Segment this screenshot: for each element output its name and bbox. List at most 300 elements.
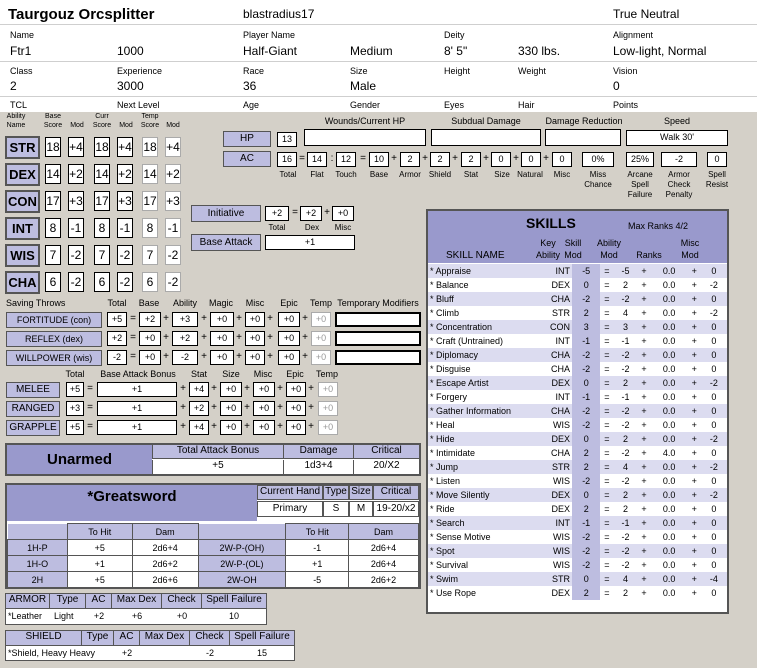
- size-value: Medium: [350, 44, 393, 58]
- skill-mod: 2: [572, 502, 600, 516]
- skill-row[interactable]: * Craft (Untrained) INT -1 = -1 + 0.0 + 0: [428, 334, 727, 348]
- ac-stat[interactable]: 2: [461, 152, 481, 167]
- ac-size[interactable]: 0: [491, 152, 511, 167]
- weapon-h-size: Size: [349, 485, 373, 500]
- label-player: Player Name: [243, 30, 296, 40]
- attack-misc[interactable]: +0: [253, 401, 275, 416]
- ac-total[interactable]: 16: [277, 152, 297, 167]
- skill-ranks[interactable]: 4.0: [662, 448, 676, 458]
- curr-score[interactable]: 17: [94, 191, 110, 211]
- skill-mod: 0: [572, 488, 600, 502]
- skill-row[interactable]: * Search INT -1 = -1 + 0.0 + 0: [428, 516, 727, 530]
- skill-row[interactable]: * Heal WIS -2 = -2 + 0.0 + 0: [428, 418, 727, 432]
- skills-panel: [426, 209, 729, 614]
- save-misc[interactable]: +0: [245, 350, 265, 365]
- skill-ranks[interactable]: 0.0: [662, 392, 676, 402]
- save-epic[interactable]: +0: [278, 331, 300, 346]
- skill-mod: -2: [572, 348, 600, 362]
- skill-mod: -2: [572, 404, 600, 418]
- weapon-row: [8, 556, 419, 572]
- base-score[interactable]: 6: [45, 272, 61, 292]
- temp-score[interactable]: 8: [142, 218, 158, 238]
- skill-ranks[interactable]: 0.0: [662, 504, 676, 514]
- base-score[interactable]: 14: [45, 164, 61, 184]
- attack-name[interactable]: GRAPPLE: [6, 420, 60, 436]
- skill-ability-mod: 2: [622, 490, 628, 500]
- attack-temp[interactable]: +0: [318, 401, 338, 416]
- attack-total: +5: [66, 382, 84, 397]
- base-attack-value[interactable]: +1: [265, 235, 355, 250]
- skill-row[interactable]: * Climb STR 2 = 4 + 0.0 + -2: [428, 306, 727, 320]
- skill-key: WIS: [553, 560, 571, 570]
- skill-key: INT: [555, 392, 571, 402]
- skill-ranks[interactable]: 0.0: [662, 308, 676, 318]
- save-base[interactable]: +2: [139, 312, 161, 327]
- skill-ability-mod: -2: [621, 294, 630, 304]
- skill-ability-mod: -1: [621, 392, 630, 402]
- height-value: 8' 5": [444, 44, 468, 58]
- label-eyes: Eyes: [444, 100, 465, 110]
- skill-name: * Swim: [430, 574, 459, 584]
- skill-mod: -5: [572, 264, 600, 278]
- skill-name: * Balance: [430, 280, 469, 290]
- wpn-mode-b: 2W-P-(OL): [198, 556, 286, 572]
- init-lbl-dex: Dex: [304, 223, 320, 232]
- skill-row[interactable]: * Hide DEX 0 = 2 + 0.0 + -2: [428, 432, 727, 446]
- skill-ability-mod: -5: [621, 266, 630, 276]
- skill-key: CHA: [551, 406, 571, 416]
- skill-row[interactable]: * Spot WIS -2 = -2 + 0.0 + 0: [428, 544, 727, 558]
- skill-row[interactable]: * Survival WIS -2 = -2 + 0.0 + 0: [428, 558, 727, 572]
- ac-lbl-miss: Miss Chance: [584, 170, 612, 189]
- attack-name[interactable]: RANGED: [6, 401, 60, 417]
- skill-name: * Bluff: [430, 294, 454, 304]
- skill-ranks[interactable]: 0.0: [662, 546, 676, 556]
- skill-misc: 0: [711, 532, 717, 542]
- temp-mod: +4: [165, 137, 181, 157]
- base-score[interactable]: 8: [45, 218, 61, 238]
- skills-table: [428, 264, 727, 600]
- skill-row[interactable]: * Use Rope DEX 2 = 2 + 0.0 + 0: [428, 586, 727, 600]
- skill-ranks[interactable]: 0.0: [662, 518, 676, 528]
- initiative-dex[interactable]: +2: [300, 206, 322, 221]
- skills-h-key: Key Ability: [535, 238, 560, 260]
- wpn-tohit-b: -1: [286, 540, 349, 556]
- save-base[interactable]: +0: [139, 331, 161, 346]
- subdual-input[interactable]: [431, 129, 541, 146]
- attack-stat[interactable]: +4: [189, 382, 209, 397]
- skill-key: WIS: [553, 476, 571, 486]
- arcane-failure[interactable]: 25%: [626, 152, 654, 167]
- spell-resist[interactable]: 0: [707, 152, 727, 167]
- label-height: Height: [444, 66, 471, 76]
- subdual-label: Subdual Damage: [451, 116, 521, 126]
- armor-h-maxdex: Max Dex: [112, 594, 162, 609]
- skill-row[interactable]: * Forgery INT -1 = -1 + 0.0 + 0: [428, 390, 727, 404]
- label-alignment: Alignment: [613, 30, 654, 40]
- shield-h-maxdex: Max Dex: [140, 631, 190, 646]
- skill-name: * Disguise: [430, 364, 471, 374]
- unarmed-dmg: 1d3+4: [283, 460, 353, 474]
- skill-row[interactable]: * Gather Information CHA -2 = -2 + 0.0 + 0: [428, 404, 727, 418]
- save-temp[interactable]: +0: [311, 312, 331, 327]
- skill-ability-mod: 4: [622, 462, 628, 472]
- shield-h-sf: Spell Failure: [230, 631, 294, 646]
- skill-ability-mod: 3: [622, 322, 628, 332]
- class-number: 2: [10, 79, 17, 93]
- attack-misc[interactable]: +0: [253, 382, 275, 397]
- attack-temp[interactable]: +0: [318, 382, 338, 397]
- attack-epic[interactable]: +0: [286, 420, 306, 435]
- unarmed-panel: [5, 443, 421, 476]
- skill-ranks[interactable]: 0.0: [662, 294, 676, 304]
- label-weight: Weight: [518, 66, 546, 76]
- curr-score[interactable]: 6: [94, 272, 110, 292]
- skill-name: * Forgery: [430, 392, 468, 402]
- attack-misc[interactable]: +0: [253, 420, 275, 435]
- skill-misc: 0: [711, 336, 717, 346]
- miss-chance[interactable]: 0%: [582, 152, 614, 167]
- skill-mod: 0: [572, 432, 600, 446]
- saves-title: Saving Throws: [6, 298, 66, 308]
- wpn-mode-b: 2W-OH: [198, 572, 286, 588]
- skill-misc: 0: [711, 588, 717, 598]
- ac-base[interactable]: 10: [369, 152, 389, 167]
- skill-row[interactable]: * Bluff CHA -2 = -2 + 0.0 + 0: [428, 292, 727, 306]
- curr-score[interactable]: 18: [94, 137, 110, 157]
- skill-name: * Use Rope: [430, 588, 477, 598]
- base-score[interactable]: 17: [45, 191, 61, 211]
- base-score[interactable]: 7: [45, 245, 61, 265]
- wpn-dam-a: 2d6+4: [132, 540, 198, 556]
- weapon-name: *Greatsword: [7, 485, 257, 521]
- label-age: Age: [243, 100, 260, 110]
- skill-name: * Spot: [430, 546, 455, 556]
- save-misc[interactable]: +0: [245, 331, 265, 346]
- shield-panel: [5, 630, 295, 661]
- attack-total: +3: [66, 401, 84, 416]
- label-class: Class: [10, 66, 33, 76]
- skill-ranks[interactable]: 0.0: [662, 476, 676, 486]
- skill-row[interactable]: * Swim STR 0 = 4 + 0.0 + -4: [428, 572, 727, 586]
- ac-lbl-touch: Touch: [335, 170, 357, 179]
- armor-maxdex: +6: [131, 611, 143, 621]
- weapon-h-type: Type: [323, 485, 349, 500]
- skill-row[interactable]: * Listen WIS -2 = -2 + 0.0 + 0: [428, 474, 727, 488]
- curr-mod: +2: [117, 164, 133, 184]
- save-total: +5: [107, 312, 127, 327]
- weapon-h-crit: Critical: [373, 485, 419, 500]
- ac-lbl-misc: Misc: [553, 170, 571, 179]
- wpn-tohit-a: +5: [67, 572, 132, 588]
- skill-ability-mod: 2: [622, 280, 628, 290]
- attack-size[interactable]: +0: [220, 420, 242, 435]
- save-h-magic: Magic: [208, 298, 233, 308]
- skill-ability-mod: -2: [621, 448, 630, 458]
- curr-mod: +3: [117, 191, 133, 211]
- wpn-dam-a: 2d6+6: [132, 572, 198, 588]
- ac-lbl-natural: Natural: [517, 170, 543, 179]
- skill-misc: -4: [709, 574, 718, 584]
- skill-ranks[interactable]: 0.0: [662, 364, 676, 374]
- skill-mod: 0: [572, 376, 600, 390]
- attack-bab[interactable]: +1: [97, 420, 177, 435]
- skill-ranks[interactable]: 0.0: [662, 532, 676, 542]
- save-name[interactable]: REFLEX (dex): [6, 331, 102, 347]
- atk-h-misc: Misc: [253, 369, 273, 379]
- skill-misc: 0: [711, 392, 717, 402]
- curr-score[interactable]: 8: [94, 218, 110, 238]
- ac-lbl-flat: Flat: [310, 170, 324, 179]
- save-total: +2: [107, 331, 127, 346]
- skill-misc: -2: [709, 490, 718, 500]
- ac-natural[interactable]: 0: [521, 152, 541, 167]
- skill-name: * Concentration: [430, 322, 493, 332]
- points-value: 0: [613, 79, 620, 93]
- weapon-type: S: [323, 501, 349, 517]
- skill-ranks[interactable]: 0.0: [662, 350, 676, 360]
- save-misc[interactable]: +0: [245, 312, 265, 327]
- skills-h-misc: Misc Mod: [680, 238, 700, 260]
- skill-ranks[interactable]: 0.0: [662, 560, 676, 570]
- ability-name: WIS: [5, 244, 40, 267]
- skill-key: STR: [552, 574, 571, 584]
- skill-row[interactable]: * Intimidate CHA 2 = -2 + 4.0 + 0: [428, 446, 727, 460]
- attack-epic[interactable]: +0: [286, 382, 306, 397]
- skill-name: * Sense Motive: [430, 532, 491, 542]
- skill-mod: -2: [572, 362, 600, 376]
- save-magic[interactable]: +0: [210, 350, 234, 365]
- temp-score[interactable]: 17: [142, 191, 158, 211]
- skill-misc: 0: [711, 406, 717, 416]
- attack-size[interactable]: +0: [220, 401, 242, 416]
- skill-mod: 0: [572, 278, 600, 292]
- temp-score[interactable]: 7: [142, 245, 158, 265]
- skills-h-name: SKILL NAME: [446, 250, 505, 261]
- skill-row[interactable]: * Sense Motive WIS -2 = -2 + 0.0 + 0: [428, 530, 727, 544]
- skill-ability-mod: 4: [622, 574, 628, 584]
- skill-misc: 0: [711, 546, 717, 556]
- unarmed-h-dmg: Damage: [283, 445, 353, 459]
- ac-touch[interactable]: 12: [336, 152, 356, 167]
- temp-score[interactable]: 14: [142, 164, 158, 184]
- save-temp[interactable]: +0: [311, 350, 331, 365]
- skill-name: * Survival: [430, 560, 469, 570]
- skill-key: DEX: [551, 504, 571, 514]
- ability-name: STR: [5, 136, 40, 159]
- curr-score[interactable]: 14: [94, 164, 110, 184]
- skill-row[interactable]: * Diplomacy CHA -2 = -2 + 0.0 + 0: [428, 348, 727, 362]
- skill-ranks[interactable]: 0.0: [662, 420, 676, 430]
- skill-row[interactable]: * Appraise INT -5 = -5 + 0.0 + 0: [428, 264, 727, 278]
- skill-ranks[interactable]: 0.0: [662, 378, 676, 388]
- attack-name[interactable]: MELEE: [6, 382, 60, 398]
- attack-stat[interactable]: +2: [189, 401, 209, 416]
- weapon-row: [8, 572, 419, 588]
- skill-key: WIS: [553, 532, 571, 542]
- speed-value[interactable]: Walk 30': [626, 130, 728, 146]
- skill-mod: 2: [572, 446, 600, 460]
- skill-ability-mod: -2: [621, 364, 630, 374]
- save-h-epic: Epic: [280, 298, 298, 308]
- initiative-total[interactable]: +2: [265, 206, 289, 221]
- label-vision: Vision: [613, 66, 638, 76]
- curr-mod: -2: [117, 245, 133, 265]
- col-temp-score: Temp Score: [140, 113, 160, 129]
- attack-bab[interactable]: +1: [97, 382, 177, 397]
- age-value: 36: [243, 79, 257, 93]
- skill-ranks[interactable]: 0.0: [662, 406, 676, 416]
- skill-mod: 2: [572, 586, 600, 600]
- skill-ranks[interactable]: 0.0: [662, 588, 676, 598]
- skill-ranks[interactable]: 0.0: [662, 462, 676, 472]
- skill-mod: 2: [572, 306, 600, 320]
- wpn-dam-b: 2d6+4: [349, 540, 419, 556]
- ac-shield[interactable]: 2: [430, 152, 450, 167]
- wpn-mode-b: 2W-P-(OH): [198, 540, 286, 556]
- save-temp-modifier[interactable]: [335, 331, 421, 346]
- ability-name: INT: [5, 217, 40, 240]
- skill-mod: 3: [572, 320, 600, 334]
- skill-key: INT: [555, 518, 571, 528]
- skill-row[interactable]: * Move Silently DEX 0 = 2 + 0.0 + -2: [428, 488, 727, 502]
- curr-score[interactable]: 7: [94, 245, 110, 265]
- armor-name: *Leather: [8, 611, 43, 621]
- skill-row[interactable]: * Jump STR 2 = 4 + 0.0 + -2: [428, 460, 727, 474]
- shield-sf: 15: [256, 648, 267, 658]
- label-tcl: TCL: [10, 100, 28, 110]
- attack-temp[interactable]: +0: [318, 420, 338, 435]
- wpn-tohit-b: -5: [286, 572, 349, 588]
- save-name[interactable]: FORTITUDE (con): [6, 312, 102, 328]
- skill-ranks[interactable]: 0.0: [662, 574, 676, 584]
- skill-misc: 0: [711, 504, 717, 514]
- ac-armor[interactable]: 2: [400, 152, 420, 167]
- skill-mod: -2: [572, 558, 600, 572]
- attack-total: +5: [66, 420, 84, 435]
- skill-row[interactable]: * Disguise CHA -2 = -2 + 0.0 + 0: [428, 362, 727, 376]
- wpn-h-tohit-a: To Hit: [67, 524, 132, 540]
- save-epic[interactable]: +0: [278, 350, 300, 365]
- skill-name: * Move Silently: [430, 490, 490, 500]
- skill-ranks[interactable]: 0.0: [662, 336, 676, 346]
- skill-row[interactable]: * Concentration CON 3 = 3 + 0.0 + 0: [428, 320, 727, 334]
- save-magic[interactable]: +0: [210, 331, 234, 346]
- wpn-h-dam-a: Dam: [132, 524, 198, 540]
- skill-name: * Diplomacy: [430, 350, 479, 360]
- character-header: [0, 0, 757, 112]
- base-score[interactable]: 18: [45, 137, 61, 157]
- skill-row[interactable]: * Ride DEX 2 = 2 + 0.0 + 0: [428, 502, 727, 516]
- save-base[interactable]: +0: [139, 350, 161, 365]
- atk-h-size: Size: [222, 369, 240, 379]
- col-base-mod: Mod: [70, 122, 84, 129]
- armor-h-armor: ARMOR: [6, 594, 50, 609]
- col-base-score: Base Score: [43, 113, 63, 129]
- label-experience: Experience: [117, 66, 163, 76]
- wpn-mode-a: 1H-O: [8, 556, 68, 572]
- save-temp-modifier[interactable]: [335, 312, 421, 327]
- temp-score[interactable]: 18: [142, 137, 158, 157]
- skill-row[interactable]: * Escape Artist DEX 0 = 2 + 0.0 + -2: [428, 376, 727, 390]
- skill-row[interactable]: * Balance DEX 0 = 2 + 0.0 + -2: [428, 278, 727, 292]
- wounds-input[interactable]: [304, 129, 426, 146]
- skill-name: * Appraise: [430, 266, 472, 276]
- save-ability[interactable]: +2: [172, 331, 198, 346]
- initiative-misc[interactable]: +0: [332, 206, 354, 221]
- ac-misc[interactable]: 0: [552, 152, 572, 167]
- skill-mod: -2: [572, 544, 600, 558]
- skill-key: WIS: [553, 546, 571, 556]
- shield-h-shield: SHIELD: [6, 631, 82, 646]
- ac-lbl-shield: Shield: [428, 170, 452, 179]
- attack-stat[interactable]: +4: [189, 420, 209, 435]
- skill-ranks[interactable]: 0.0: [662, 266, 676, 276]
- skill-mod: 2: [572, 460, 600, 474]
- skill-ranks[interactable]: 0.0: [662, 322, 676, 332]
- col-temp-mod: Mod: [166, 122, 180, 129]
- skill-misc: 0: [711, 294, 717, 304]
- save-temp-modifier[interactable]: [335, 350, 421, 365]
- col-curr-mod: Mod: [119, 122, 133, 129]
- save-temp[interactable]: +0: [311, 331, 331, 346]
- save-ability[interactable]: -2: [172, 350, 198, 365]
- temp-mod: -2: [165, 272, 181, 292]
- armor-h-type: Type: [50, 594, 86, 609]
- temp-score[interactable]: 6: [142, 272, 158, 292]
- skill-mod: 0: [572, 572, 600, 586]
- unarmed-crit: 20/X2: [353, 460, 419, 474]
- attack-bab[interactable]: +1: [97, 401, 177, 416]
- weapon-hand[interactable]: Primary: [257, 501, 323, 517]
- skill-misc: 0: [711, 476, 717, 486]
- skill-misc: 0: [711, 266, 717, 276]
- skill-key: CHA: [551, 350, 571, 360]
- skill-ranks[interactable]: 0.0: [662, 490, 676, 500]
- hp-value[interactable]: 13: [277, 132, 297, 147]
- unarmed-h-tab: Total Attack Bonus: [152, 445, 283, 459]
- skill-misc: -2: [709, 462, 718, 472]
- skill-name: * Search: [430, 518, 465, 528]
- wpn-tohit-b: +1: [286, 556, 349, 572]
- unarmed-tab: +5: [152, 460, 283, 474]
- ac-lbl-arcane: Arcane Spell Failure: [627, 170, 653, 199]
- armor-h-ac: AC: [86, 594, 112, 609]
- base-mod: -2: [68, 245, 84, 265]
- skill-key: INT: [555, 266, 571, 276]
- save-epic[interactable]: +0: [278, 312, 300, 327]
- skill-ranks[interactable]: 0.0: [662, 434, 676, 444]
- save-name[interactable]: WILLPOWER (wis): [6, 350, 102, 366]
- unarmed-h-crit: Critical: [353, 445, 419, 459]
- skill-ranks[interactable]: 0.0: [662, 280, 676, 290]
- dr-input[interactable]: [545, 129, 621, 146]
- save-magic[interactable]: +0: [210, 312, 234, 327]
- attack-size[interactable]: +0: [220, 382, 242, 397]
- armor-check[interactable]: -2: [661, 152, 697, 167]
- atk-h-epic: Epic: [286, 369, 304, 379]
- save-ability[interactable]: +3: [172, 312, 198, 327]
- skill-name: * Escape Artist: [430, 378, 489, 388]
- wpn-dam-a: 2d6+2: [132, 556, 198, 572]
- base-mod: -2: [68, 272, 84, 292]
- label-points: Points: [613, 100, 639, 110]
- attack-epic[interactable]: +0: [286, 401, 306, 416]
- xp-number: 1000: [117, 44, 144, 58]
- weapon-h-hand: Current Hand: [257, 485, 323, 500]
- ac-flat[interactable]: 14: [307, 152, 327, 167]
- wpn-mode-a: 2H: [8, 572, 68, 588]
